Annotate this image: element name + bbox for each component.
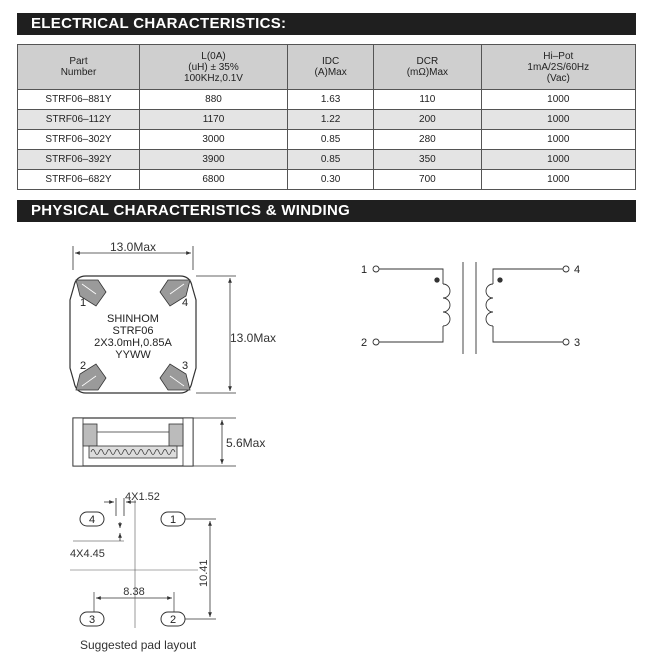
side-height-dimension: 5.6Max: [226, 436, 266, 450]
winding-schematic: [373, 262, 569, 354]
electrical-characteristics-heading: ELECTRICAL CHARACTERISTICS:: [17, 13, 636, 35]
header-part-number: Part Number: [18, 45, 140, 90]
cell-dcr: 110: [374, 90, 481, 110]
cell-idc: 0.30: [288, 170, 374, 190]
cell-hipot: 1000: [481, 130, 635, 150]
cell-hipot: 1000: [481, 110, 635, 130]
side-view-drawing: [73, 418, 265, 466]
pin-label: 1: [80, 297, 87, 309]
pad-length-dimension: 4X4.45: [70, 548, 105, 560]
pad-label: 4: [88, 514, 96, 526]
cell-idc: 0.85: [288, 150, 374, 170]
cell-part-number: STRF06–112Y: [18, 110, 140, 130]
cell-inductance: 880: [140, 90, 288, 110]
marking-line: YYWW: [115, 349, 151, 361]
cell-part-number: STRF06–881Y: [18, 90, 140, 110]
cell-idc: 1.22: [288, 110, 374, 130]
marking-line: 2X3.0mH,0.85A: [94, 337, 172, 349]
cell-dcr: 280: [374, 130, 481, 150]
pad-pitch-x: 8.38: [123, 586, 145, 598]
top-height-dimension: 13.0Max: [230, 331, 277, 345]
cell-dcr: 200: [374, 110, 481, 130]
cell-hipot: 1000: [481, 90, 635, 110]
cell-part-number: STRF06–392Y: [18, 150, 140, 170]
cell-inductance: 6800: [140, 170, 288, 190]
cell-idc: 1.63: [288, 90, 374, 110]
schematic-pin-label: 4: [574, 264, 581, 276]
cell-hipot: 1000: [481, 150, 635, 170]
header-dcr: DCR (mΩ)Max: [374, 45, 481, 90]
pad-label: 1: [169, 514, 177, 526]
cell-dcr: 700: [374, 170, 481, 190]
pad-label: 3: [88, 614, 96, 626]
cell-inductance: 3900: [140, 150, 288, 170]
cell-part-number: STRF06–302Y: [18, 130, 140, 150]
cell-part-number: STRF06–682Y: [18, 170, 140, 190]
top-width-dimension: 13.0Max: [109, 240, 157, 254]
physical-characteristics-heading: PHYSICAL CHARACTERISTICS & WINDING: [17, 200, 636, 222]
pad-label: 2: [169, 614, 177, 626]
cell-idc: 0.85: [288, 130, 374, 150]
cell-dcr: 350: [374, 150, 481, 170]
marking-line: SHINHOM: [107, 313, 159, 325]
pad-pitch-y: 10.41: [198, 559, 210, 587]
pad-layout-caption: Suggested pad layout: [80, 638, 197, 652]
pin-label: 2: [80, 360, 87, 372]
marking-line: STRF06: [112, 325, 154, 337]
pin-label: 3: [182, 360, 189, 372]
pad-layout-drawing: [70, 491, 216, 652]
header-hipot: Hi–Pot 1mA/2S/60Hz (Vac): [481, 45, 635, 90]
cell-hipot: 1000: [481, 170, 635, 190]
schematic-pin-label: 3: [574, 337, 581, 349]
schematic-pin-label: 1: [361, 264, 368, 276]
pad-width-dimension: 4X1.52: [125, 491, 160, 503]
cell-inductance: 3000: [140, 130, 288, 150]
schematic-pin-label: 2: [361, 337, 368, 349]
header-inductance: L(0A) (uH) ± 35% 100KHz,0.1V: [140, 45, 288, 90]
header-idc: IDC (A)Max: [288, 45, 374, 90]
pin-label: 4: [182, 297, 189, 309]
cell-inductance: 1170: [140, 110, 288, 130]
top-view-drawing: [70, 240, 276, 393]
